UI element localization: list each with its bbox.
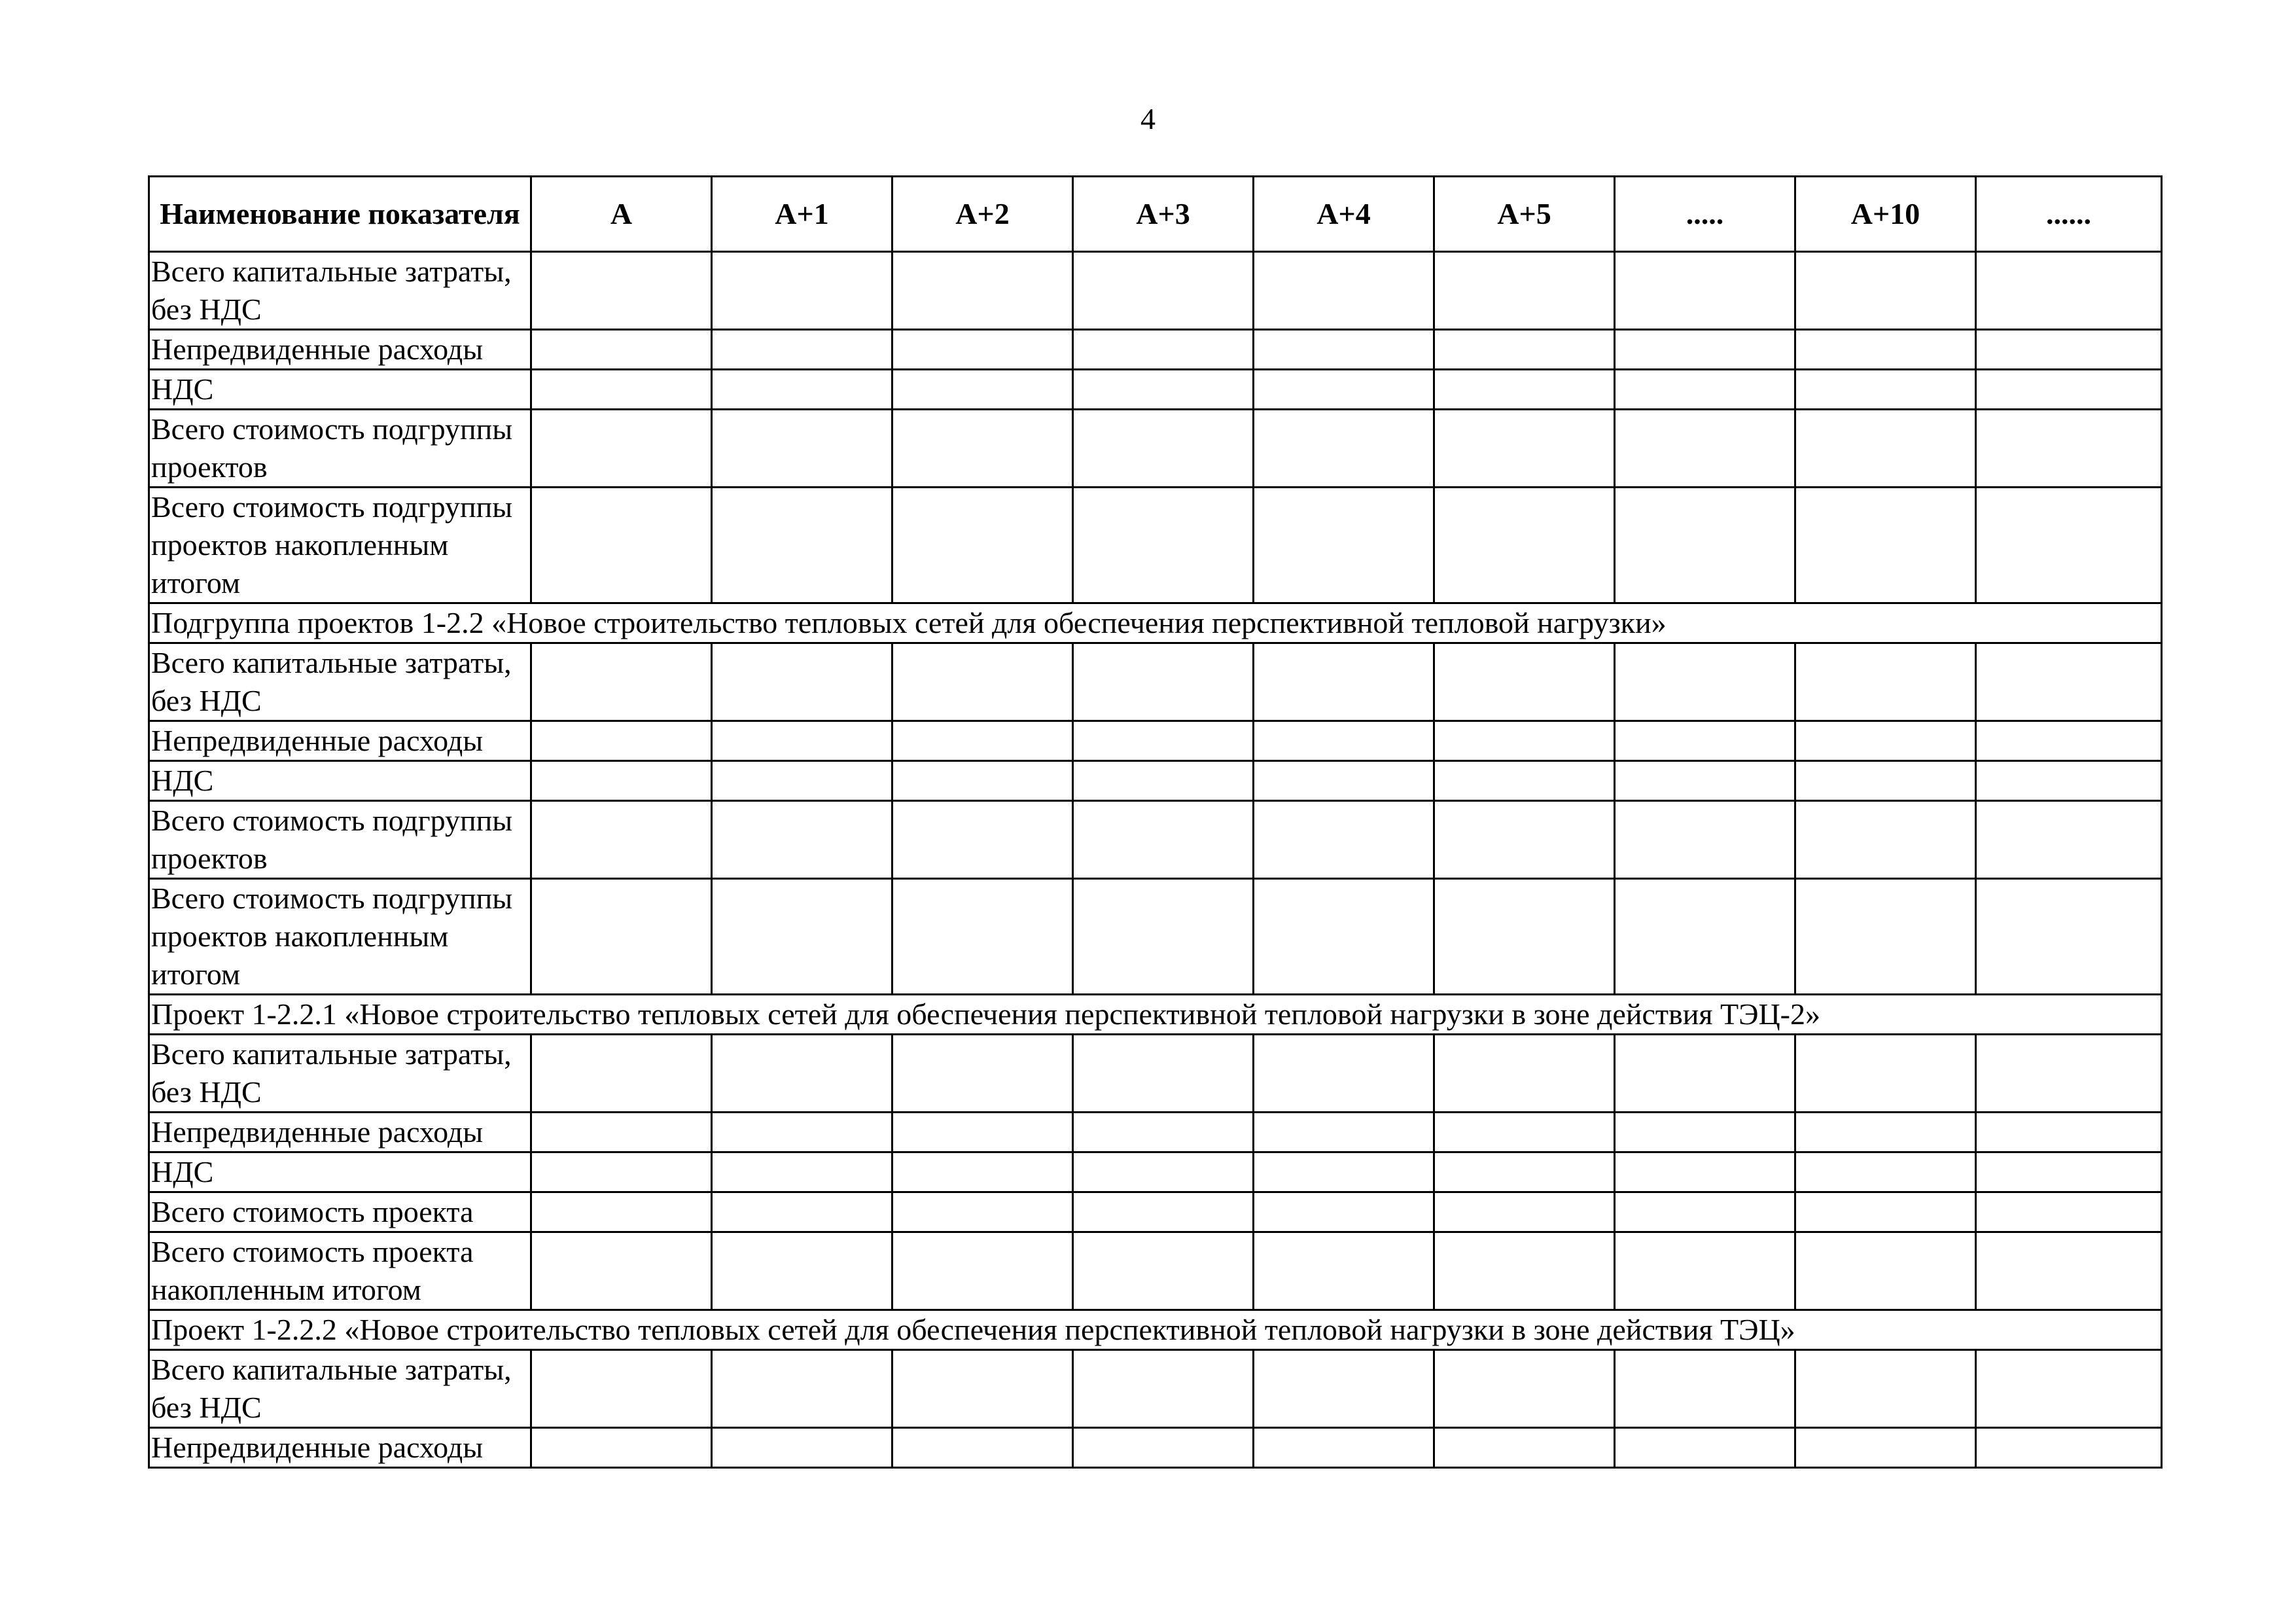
header-year-a-plus-5: А+5 bbox=[1434, 177, 1615, 252]
table-cell bbox=[1434, 1232, 1615, 1310]
table-row bbox=[149, 410, 2162, 488]
table-cell bbox=[1615, 801, 1795, 879]
table-cell bbox=[1795, 410, 1976, 488]
table-cell bbox=[1795, 643, 1976, 721]
table-cell bbox=[1795, 252, 1976, 330]
table-cell bbox=[1795, 1152, 1976, 1192]
table-cell bbox=[1254, 488, 1434, 603]
table-cell bbox=[712, 1232, 892, 1310]
row-label: НДС bbox=[149, 1152, 531, 1192]
table-cell bbox=[1795, 761, 1976, 801]
table-body bbox=[149, 252, 2162, 1468]
table-cell bbox=[1976, 410, 2162, 488]
header-year-a-plus-10: А+10 bbox=[1795, 177, 1976, 252]
table-cell bbox=[892, 1232, 1073, 1310]
table-cell bbox=[712, 761, 892, 801]
table-cell bbox=[1615, 721, 1795, 761]
page-number: 4 bbox=[1140, 102, 1156, 135]
table-cell bbox=[1976, 761, 2162, 801]
table-cell bbox=[1073, 1113, 1254, 1152]
header-year-a-plus-1: А+1 bbox=[712, 177, 892, 252]
table-cell bbox=[1073, 252, 1254, 330]
table-row bbox=[149, 879, 2162, 995]
table-cell bbox=[1795, 721, 1976, 761]
section-title: Подгруппа проектов 1-2.2 «Новое строительство тепловых сетей для обеспечения перспективной тепловой нагрузки» bbox=[149, 603, 2162, 643]
table-cell bbox=[892, 1035, 1073, 1113]
table-cell bbox=[531, 1035, 712, 1113]
header-year-a-plus-4: А+4 bbox=[1254, 177, 1434, 252]
table-cell bbox=[531, 252, 712, 330]
row-label: Всего стоимость проекта bbox=[149, 1192, 531, 1232]
row-label: Непредвиденные расходы bbox=[149, 1428, 531, 1468]
table-cell bbox=[1254, 330, 1434, 370]
table-cell bbox=[1254, 1428, 1434, 1468]
table-cell bbox=[1434, 1192, 1615, 1232]
table-cell bbox=[892, 761, 1073, 801]
table-row bbox=[149, 801, 2162, 879]
table-cell bbox=[1615, 1035, 1795, 1113]
table-cell bbox=[1254, 410, 1434, 488]
table-cell bbox=[712, 252, 892, 330]
table-cell bbox=[1615, 330, 1795, 370]
table-cell bbox=[892, 252, 1073, 330]
table-cell bbox=[531, 1192, 712, 1232]
row-label: Всего капитальные затраты, без НДС bbox=[149, 252, 531, 330]
table-cell bbox=[1254, 1350, 1434, 1428]
row-label: Непредвиденные расходы bbox=[149, 721, 531, 761]
table-cell bbox=[892, 1350, 1073, 1428]
table-cell bbox=[1976, 721, 2162, 761]
table-cell bbox=[1795, 879, 1976, 995]
table-cell bbox=[1434, 1035, 1615, 1113]
table-cell bbox=[1976, 1035, 2162, 1113]
header-year-a-plus-3: А+3 bbox=[1073, 177, 1254, 252]
table-cell bbox=[712, 721, 892, 761]
header-year-a-plus-2: А+2 bbox=[892, 177, 1073, 252]
row-label: Всего стоимость проекта накопленным итогом bbox=[149, 1232, 531, 1310]
table-cell bbox=[1976, 488, 2162, 603]
table-cell bbox=[712, 801, 892, 879]
table-cell bbox=[1434, 801, 1615, 879]
table-cell bbox=[1434, 643, 1615, 721]
row-label: Всего капитальные затраты, без НДС bbox=[149, 1035, 531, 1113]
section-row bbox=[149, 995, 2162, 1035]
table-cell bbox=[1434, 761, 1615, 801]
table-cell bbox=[531, 1428, 712, 1468]
table-cell bbox=[531, 643, 712, 721]
table-row bbox=[149, 1350, 2162, 1428]
table-row bbox=[149, 1232, 2162, 1310]
table-cell bbox=[1254, 643, 1434, 721]
table-cell bbox=[1976, 879, 2162, 995]
table-cell bbox=[1434, 252, 1615, 330]
table-cell bbox=[1795, 1428, 1976, 1468]
table-cell bbox=[1795, 1035, 1976, 1113]
table-cell bbox=[1976, 330, 2162, 370]
section-row bbox=[149, 603, 2162, 643]
table-cell bbox=[531, 1113, 712, 1152]
table-cell bbox=[1976, 1152, 2162, 1192]
table-row bbox=[149, 488, 2162, 603]
row-label: Всего капитальные затраты, без НДС bbox=[149, 643, 531, 721]
table-cell bbox=[531, 370, 712, 410]
table-cell bbox=[531, 1152, 712, 1192]
header-ellipsis-2: ...... bbox=[1976, 177, 2162, 252]
table-cell bbox=[1615, 761, 1795, 801]
section-row bbox=[149, 1310, 2162, 1350]
table-cell bbox=[892, 1428, 1073, 1468]
row-label: Всего стоимость подгруппы проектов bbox=[149, 801, 531, 879]
table-cell bbox=[1615, 252, 1795, 330]
table-cell bbox=[1434, 1350, 1615, 1428]
table-cell bbox=[531, 330, 712, 370]
table-cell bbox=[892, 879, 1073, 995]
table-cell bbox=[1615, 1152, 1795, 1192]
table-cell bbox=[1073, 879, 1254, 995]
table-cell bbox=[1073, 370, 1254, 410]
table-cell bbox=[1976, 643, 2162, 721]
row-label: Всего стоимость подгруппы проектов bbox=[149, 410, 531, 488]
header-indicator-name: Наименование показателя bbox=[149, 177, 531, 252]
header-year-a: А bbox=[531, 177, 712, 252]
table-cell bbox=[1434, 1428, 1615, 1468]
table-cell bbox=[1434, 488, 1615, 603]
table-cell bbox=[1073, 330, 1254, 370]
table-cell bbox=[892, 410, 1073, 488]
table-cell bbox=[1073, 761, 1254, 801]
table-cell bbox=[1434, 1113, 1615, 1152]
table-cell bbox=[1795, 1192, 1976, 1232]
table-cell bbox=[1976, 370, 2162, 410]
table-cell bbox=[1073, 1152, 1254, 1192]
table-cell bbox=[892, 488, 1073, 603]
table-row bbox=[149, 1152, 2162, 1192]
table-cell bbox=[531, 761, 712, 801]
table-cell bbox=[1073, 643, 1254, 721]
table-cell bbox=[531, 1350, 712, 1428]
table-cell bbox=[1073, 410, 1254, 488]
table-row bbox=[149, 1113, 2162, 1152]
table-cell bbox=[892, 370, 1073, 410]
section-title: Проект 1-2.2.2 «Новое строительство тепловых сетей для обеспечения перспективной тепловой нагрузки в зоне действия ТЭЦ» bbox=[149, 1310, 2162, 1350]
table-cell bbox=[1254, 879, 1434, 995]
row-label: Непредвиденные расходы bbox=[149, 1113, 531, 1152]
table-cell bbox=[1795, 1113, 1976, 1152]
table-cell bbox=[1254, 1113, 1434, 1152]
table-cell bbox=[531, 801, 712, 879]
table-cell bbox=[1073, 1232, 1254, 1310]
table-cell bbox=[1615, 1232, 1795, 1310]
table-cell bbox=[1615, 370, 1795, 410]
table-cell bbox=[1615, 488, 1795, 603]
row-label: Всего капитальные затраты, без НДС bbox=[149, 1350, 531, 1428]
table-row bbox=[149, 1428, 2162, 1468]
table-cell bbox=[712, 1192, 892, 1232]
table-cell bbox=[1254, 252, 1434, 330]
table-cell bbox=[1795, 1350, 1976, 1428]
table-cell bbox=[1976, 1192, 2162, 1232]
table-cell bbox=[1073, 1428, 1254, 1468]
table-cell bbox=[1073, 721, 1254, 761]
table-row bbox=[149, 370, 2162, 410]
table-cell bbox=[1976, 801, 2162, 879]
table-row bbox=[149, 1192, 2162, 1232]
table-cell bbox=[531, 1232, 712, 1310]
table-cell bbox=[1976, 1232, 2162, 1310]
table-cell bbox=[1976, 1350, 2162, 1428]
table-cell bbox=[712, 330, 892, 370]
table-cell bbox=[1073, 1192, 1254, 1232]
table-cell bbox=[1073, 1035, 1254, 1113]
table-cell bbox=[1073, 488, 1254, 603]
table-cell bbox=[1073, 801, 1254, 879]
table-cell bbox=[1434, 1152, 1615, 1192]
table-cell bbox=[1434, 410, 1615, 488]
table-cell bbox=[1615, 410, 1795, 488]
table-cell bbox=[712, 1428, 892, 1468]
table-cell bbox=[712, 410, 892, 488]
table-cell bbox=[892, 330, 1073, 370]
table-cell bbox=[1976, 1428, 2162, 1468]
table-cell bbox=[712, 370, 892, 410]
table-cell bbox=[892, 1192, 1073, 1232]
table-cell bbox=[1615, 1113, 1795, 1152]
table-cell bbox=[1976, 252, 2162, 330]
table-cell bbox=[1795, 330, 1976, 370]
table-cell bbox=[1615, 1350, 1795, 1428]
table-cell bbox=[1434, 370, 1615, 410]
table-cell bbox=[1615, 879, 1795, 995]
table-cell bbox=[892, 1152, 1073, 1192]
table-cell bbox=[1615, 643, 1795, 721]
table-row bbox=[149, 1035, 2162, 1113]
table-cell bbox=[1254, 801, 1434, 879]
indicator-table bbox=[148, 175, 2163, 1469]
table-cell bbox=[1976, 1113, 2162, 1152]
table-cell bbox=[1434, 879, 1615, 995]
row-label: НДС bbox=[149, 370, 531, 410]
table-cell bbox=[531, 488, 712, 603]
table-cell bbox=[1073, 1350, 1254, 1428]
table-row bbox=[149, 643, 2162, 721]
section-title: Проект 1-2.2.1 «Новое строительство тепловых сетей для обеспечения перспективной тепловой нагрузки в зоне действия ТЭЦ-2» bbox=[149, 995, 2162, 1035]
row-label: НДС bbox=[149, 761, 531, 801]
table-cell bbox=[1254, 370, 1434, 410]
table-cell bbox=[1434, 330, 1615, 370]
table-cell bbox=[1254, 761, 1434, 801]
table-cell bbox=[892, 721, 1073, 761]
table-cell bbox=[712, 488, 892, 603]
table-cell bbox=[531, 879, 712, 995]
table-row bbox=[149, 330, 2162, 370]
table-cell bbox=[1254, 721, 1434, 761]
table-cell bbox=[892, 643, 1073, 721]
table-cell bbox=[1254, 1035, 1434, 1113]
row-label: Всего стоимость подгруппы проектов накопленным итогом bbox=[149, 879, 531, 995]
row-label: Непредвиденные расходы bbox=[149, 330, 531, 370]
table-cell bbox=[1795, 801, 1976, 879]
table-cell bbox=[1254, 1152, 1434, 1192]
table-cell bbox=[1615, 1192, 1795, 1232]
table-cell bbox=[1795, 1232, 1976, 1310]
table-cell bbox=[1795, 488, 1976, 603]
table-cell bbox=[1615, 1428, 1795, 1468]
table-header-row bbox=[149, 177, 2162, 252]
table-cell bbox=[892, 1113, 1073, 1152]
table-cell bbox=[1434, 721, 1615, 761]
table-cell bbox=[531, 410, 712, 488]
table-cell bbox=[712, 1113, 892, 1152]
table-cell bbox=[712, 1035, 892, 1113]
table-cell bbox=[712, 1350, 892, 1428]
table-cell bbox=[531, 721, 712, 761]
header-ellipsis-1: ..... bbox=[1615, 177, 1795, 252]
table-cell bbox=[1254, 1192, 1434, 1232]
table-row bbox=[149, 721, 2162, 761]
table-cell bbox=[892, 801, 1073, 879]
row-label: Всего стоимость подгруппы проектов накопленным итогом bbox=[149, 488, 531, 603]
table-cell bbox=[712, 643, 892, 721]
table-cell bbox=[712, 879, 892, 995]
table-row bbox=[149, 761, 2162, 801]
table-cell bbox=[712, 1152, 892, 1192]
table-cell bbox=[1254, 1232, 1434, 1310]
table-row bbox=[149, 252, 2162, 330]
table-cell bbox=[1795, 370, 1976, 410]
